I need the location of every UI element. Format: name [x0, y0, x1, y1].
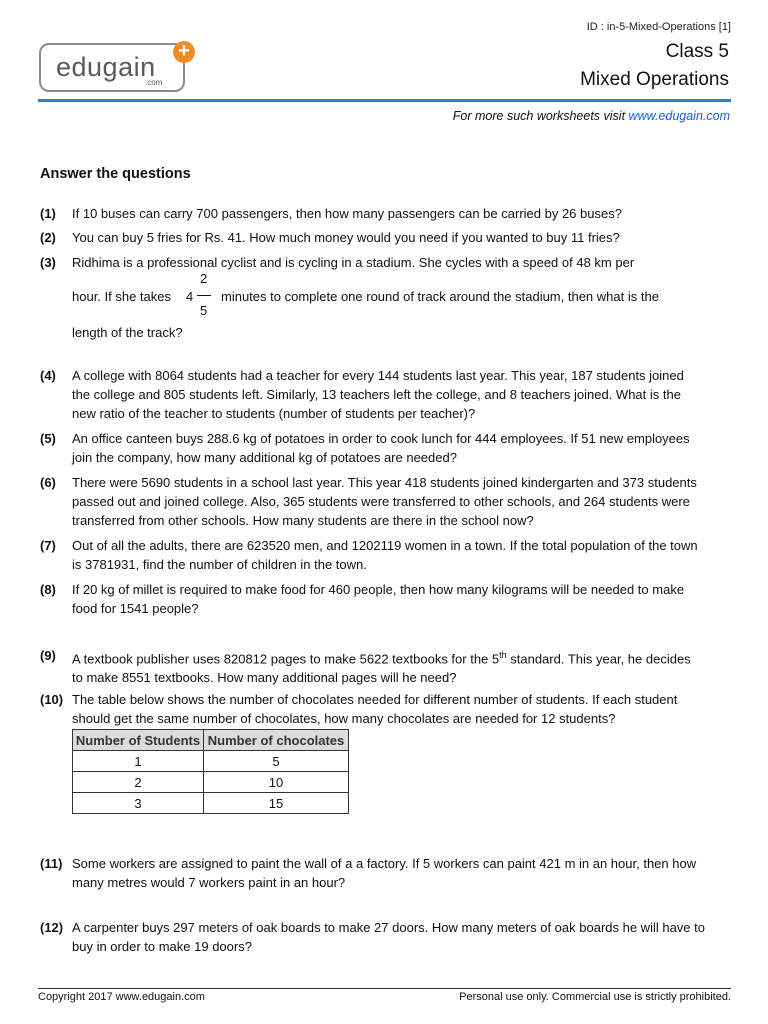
question-text: A carpenter buys 297 meters of oak boards to make 27 doors. How many meters of oak boards he will have to buy in order to make 19 doors? [72, 920, 705, 954]
question-3 [40, 253, 705, 343]
document-id: ID : in-5-Mixed-Operations [1] [586, 21, 731, 33]
header-divider [38, 99, 731, 102]
question-number: (5) [40, 431, 56, 446]
question-text: Some workers are assigned to paint the wall of a a factory. If 5 workers can paint 421 m in an hour, then how many metres would 7 workers paint in an hour? [72, 856, 697, 890]
section-heading: Answer the questions [40, 166, 191, 182]
table-cell: 2 [73, 772, 204, 793]
table-row [73, 751, 349, 772]
website-link[interactable]: www.edugain.com [628, 109, 730, 123]
page-title: Mixed Operations [580, 69, 729, 90]
question-number: (1) [40, 206, 56, 221]
question-text-a: A textbook publisher uses 820812 pages to make 5622 textbooks for the 5 [72, 651, 500, 667]
footer-usage-note: Personal use only. Commercial use is strictly prohibited. [459, 991, 731, 1003]
question-text: If 10 buses can carry 700 passengers, then how many passengers can be carried by 26 buses? [72, 206, 622, 221]
logo-domain: .com [145, 78, 163, 87]
superscript: th [499, 650, 507, 660]
question-text: An office canteen buys 288.6 kg of potatoes in order to cook lunch for 444 employees. If 51 new employees join the company, how many additional kg of potatoes are needed? [72, 431, 690, 465]
fraction-numerator: 2 [200, 271, 208, 286]
question-9 [40, 646, 705, 687]
footer-copyright: Copyright 2017 www.edugain.com [38, 991, 205, 1003]
question-7 [40, 536, 705, 574]
logo-text: edugain [56, 52, 156, 82]
table-cell: 10 [204, 772, 349, 793]
question-2 [40, 228, 705, 247]
question-number: (3) [40, 255, 56, 270]
question-text: The table below shows the number of chocolates needed for different number of students. If each student should get the same number of chocolates, how many chocolates are needed for 12 students? [72, 692, 678, 726]
question-text: You can buy 5 fries for Rs. 41. How much money would you need if you wanted to buy 11 fries? [72, 230, 620, 245]
question-12 [40, 918, 705, 956]
question-1 [40, 204, 705, 223]
question-text-line-2a: hour. If she takes [72, 289, 172, 304]
question-4 [40, 366, 705, 423]
class-title: Class 5 [665, 41, 729, 62]
question-number: (7) [40, 538, 56, 553]
question-text: Out of all the adults, there are 623520 men, and 1202119 women in a town. If the total population of the town is 3781931, find the number of children in the town. [72, 538, 698, 572]
table-cell: 1 [73, 751, 204, 772]
question-text: There were 5690 students in a school last year. This year 418 students joined kindergarten and 373 students passed out and joined college. Also, 365 students were transferred to other schools, and 264 students were transferred from other schools. How many students are there in the school now? [72, 475, 697, 528]
question-number: (12) [40, 920, 64, 935]
question-11 [40, 854, 705, 892]
column-header: Number of Students [73, 730, 204, 751]
question-5 [40, 429, 705, 467]
question-number: (10) [40, 692, 64, 707]
question-text [72, 646, 705, 687]
chocolates-table [72, 729, 349, 814]
table-row [73, 793, 349, 814]
column-header: Number of chocolates [204, 730, 349, 751]
fraction-denominator: 5 [200, 303, 208, 318]
question-number: (11) [40, 856, 63, 871]
visit-prefix: For more such worksheets visit [452, 109, 626, 123]
question-number: (6) [40, 475, 56, 490]
question-number: (4) [40, 368, 56, 383]
question-text-line-1: Ridhima is a professional cyclist and is cycling in a stadium. She cycles with a speed of 48 km per [72, 255, 635, 270]
question-number: (2) [40, 230, 56, 245]
question-text-b: standard. This year, he decides to make 8551 textbooks. How many additional pages will he need? [72, 651, 691, 686]
question-text-line-3: length of the track? [72, 325, 183, 340]
table-cell: 15 [204, 793, 349, 814]
question-number: (9) [40, 648, 56, 663]
visit-line [453, 109, 730, 123]
fraction-bar [197, 295, 211, 296]
footer-divider [38, 988, 731, 989]
question-text: A college with 8064 students had a teacher for every 144 students last year. This year, 187 students joined the college and 805 students left. Similarly, 13 teachers left the college, and 8 teachers joined. What is the new ratio of the teacher to students (number of students per teacher)? [72, 368, 684, 421]
mixed-fraction-whole: 4 [186, 289, 194, 304]
table-cell: 5 [204, 751, 349, 772]
table-row [73, 772, 349, 793]
plus-icon: + [173, 41, 195, 63]
question-text-line-2b: minutes to complete one round of track around the stadium, then what is the [221, 289, 659, 304]
question-number: (8) [40, 582, 56, 597]
question-text: If 20 kg of millet is required to make food for 460 people, then how many kilograms will be needed to make food for 1541 people? [72, 582, 685, 616]
question-8 [40, 580, 705, 618]
table-cell: 3 [73, 793, 204, 814]
question-6 [40, 473, 705, 530]
question-10 [40, 690, 705, 728]
table-header-row [73, 730, 349, 751]
